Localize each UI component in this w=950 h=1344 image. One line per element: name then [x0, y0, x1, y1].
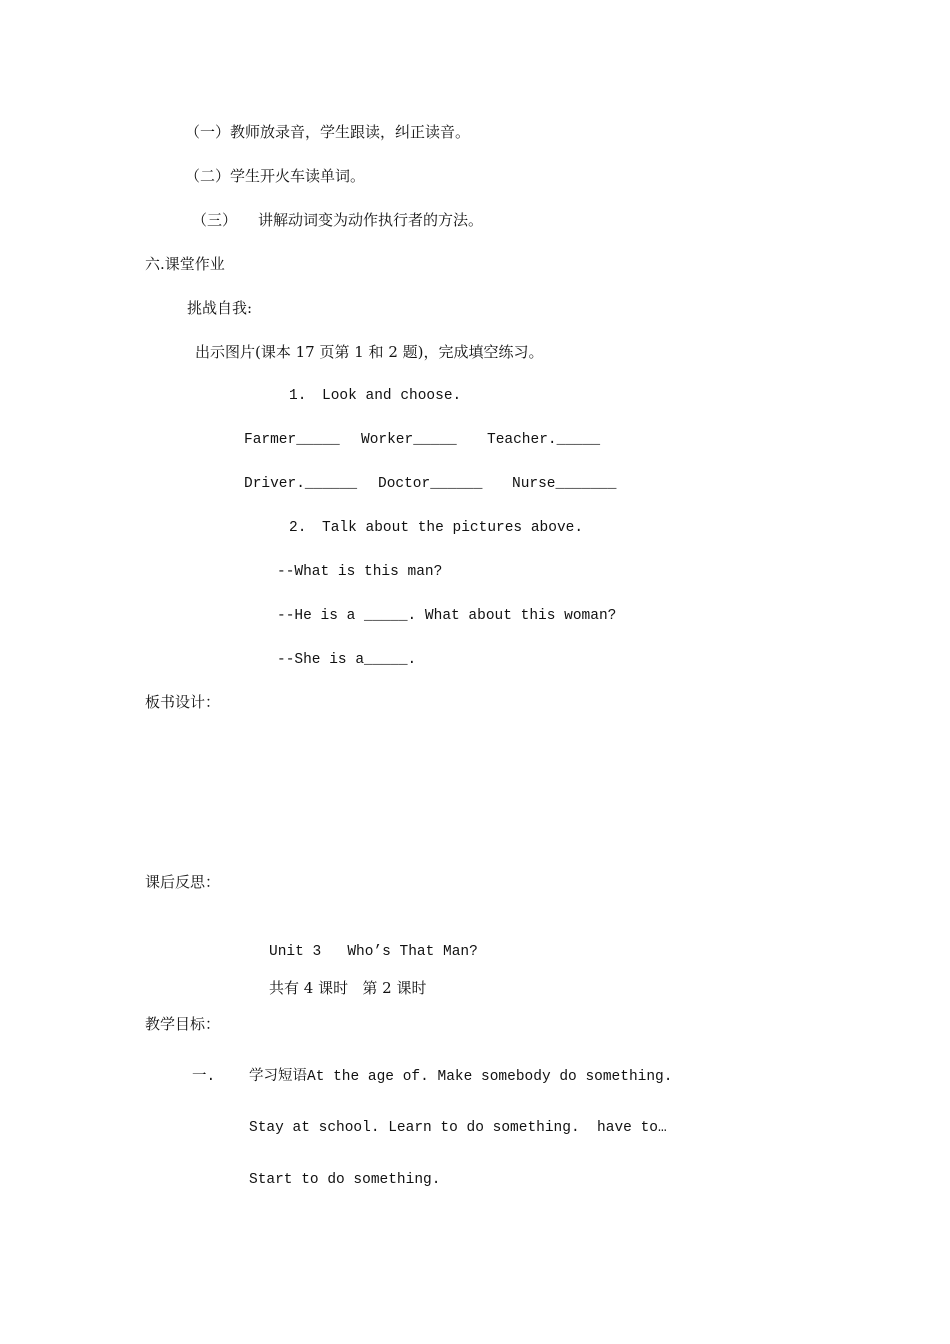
step-item-3-number: （三） — [192, 211, 238, 229]
question-1-number: 1. — [289, 388, 307, 404]
blank-farmer: Farmer_____ — [244, 432, 340, 448]
step-item-1: （一）教师放录音，学生跟读，纠正读音。 — [185, 123, 471, 141]
dialog-line-2: --He is a _____. What about this woman? — [277, 608, 617, 624]
step-item-3-text: 讲解动词变为动作执行者的方法。 — [258, 211, 484, 229]
blank-nurse: Nurse_______ — [512, 476, 617, 492]
lesson-hours: 共有 4 课时 第 2 课时 — [269, 979, 427, 997]
question-2-number: 2. — [289, 520, 307, 536]
blank-teacher: Teacher._____ — [487, 432, 601, 448]
blank-driver: Driver.______ — [244, 476, 358, 492]
dialog-line-3: --She is a_____. — [277, 652, 417, 668]
challenge-label: 挑战自我: — [187, 299, 253, 317]
objective-line-2: Stay at school. Learn to do something. have to… — [249, 1120, 667, 1136]
board-design-heading: 板书设计： — [145, 693, 221, 711]
reflection-heading: 课后反思： — [145, 873, 221, 891]
question-1-text: Look and choose. — [322, 388, 462, 404]
dialog-line-1: --What is this man? — [277, 564, 443, 580]
exercise-instruction: 出示图片(课本 17 页第 1 和 2 题)，完成填空练习。 — [195, 343, 544, 361]
unit-title: Unit 3 Who’s That Man? — [269, 944, 478, 960]
blank-worker: Worker_____ — [361, 432, 457, 448]
objective-line-1: 学习短语At the age of. Make somebody do something. — [249, 1069, 673, 1085]
section-heading-homework: 六.课堂作业 — [145, 255, 225, 273]
step-item-2: （二）学生开火车读单词。 — [185, 167, 366, 185]
objectives-heading: 教学目标： — [145, 1015, 221, 1033]
blank-doctor: Doctor______ — [378, 476, 483, 492]
objective-number: 一. — [192, 1069, 216, 1085]
question-2-text: Talk about the pictures above. — [322, 520, 584, 536]
objective-line-3: Start to do something. — [249, 1172, 441, 1188]
